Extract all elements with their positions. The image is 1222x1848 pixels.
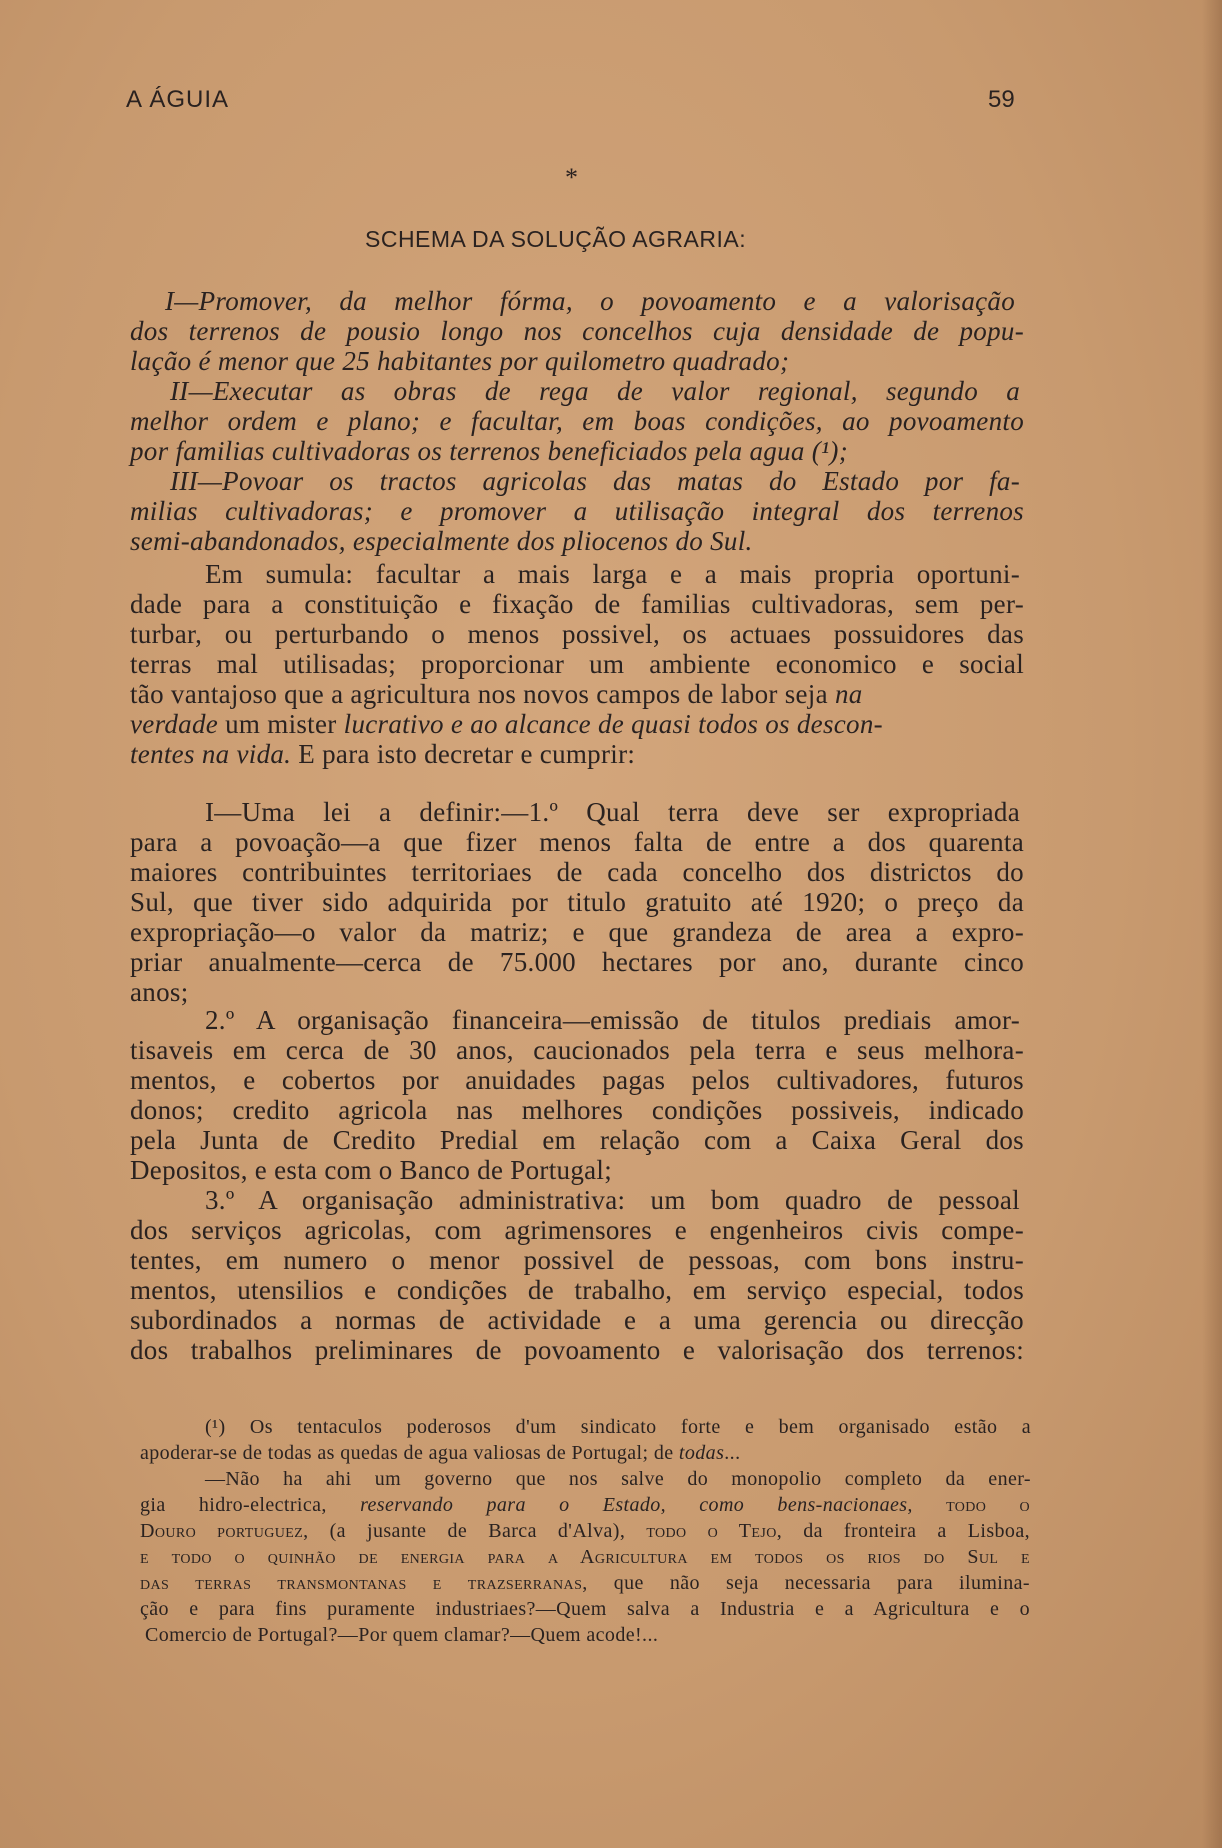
footnote-text: (a jusante de Barca d'Alva), — [329, 1520, 626, 1542]
schema-line: II—Executar as obras de rega de valor regional, segundo a — [170, 376, 1020, 406]
footnote-line: Comercio de Portugal?—Por quem clamar?—Quem acode!... — [145, 1624, 659, 1646]
running-title: A ÁGUIA — [126, 86, 230, 113]
schema-line: lação é menor que 25 habitantes por quilometro quadrado; — [130, 346, 790, 376]
footnote-smallcaps: das terras transmontanas e trazserranas, — [140, 1572, 588, 1594]
schema-line: milias cultivadoras; e promover a utilisação integral dos terrenos — [130, 496, 1024, 526]
footnote-line — [140, 1518, 1030, 1544]
law-line: Sul, que tiver sido adquirida por titulo gratuito até 1920; o preço da — [130, 887, 1024, 917]
law-line: subordinados a normas de actividade e a uma gerencia ou direcção — [130, 1305, 1024, 1335]
footnote-text: apoderar-se de todas as quedas de agua valiosas de Portugal; de — [140, 1442, 674, 1464]
summary-line — [130, 679, 1024, 709]
summary-line — [130, 739, 1024, 769]
footnote-smallcaps: todo o — [946, 1494, 1031, 1516]
law-line: maiores contribuintes territoriaes de cada concelho dos districtos do — [130, 857, 1024, 887]
footnote-smallcaps: todo o Tejo, — [646, 1520, 783, 1542]
footnote-line — [140, 1570, 1030, 1596]
footnote-text: da fronteira a Lisboa, — [803, 1520, 1030, 1542]
footnote-line: —Não ha ahi um governo que nos salve do monopolio completo da ener- — [205, 1468, 1031, 1490]
schema-line: I—Promover, da melhor fórma, o povoamento e a valorisação — [165, 286, 1015, 316]
law-line: priar anualmente—cerca de 75.000 hectares por ano, durante cinco — [130, 947, 1024, 977]
law-line: mentos, utensilios e condições de trabalho, em serviço especial, todos — [130, 1275, 1024, 1305]
footnote-text: que não seja necessaria para ilumina- — [613, 1572, 1030, 1594]
footnote-line: ção e para fins puramente industriaes?—Quem salva a Industria e a Agricultura e o — [140, 1598, 1030, 1620]
footnote-line: e todo o quinhão de energia para a Agricultura em todos os rios do Sul e — [140, 1546, 1030, 1568]
summary-line — [130, 709, 1024, 739]
law-line: tisaveis em cerca de 30 anos, caucionados pela terra e seus melhora- — [130, 1035, 1024, 1065]
schema-line: dos terrenos de pousio longo nos concelhos cuja densidade de popu- — [130, 316, 1024, 346]
summary-line: terras mal utilisadas; proporcionar um ambiente economico e social — [130, 649, 1024, 679]
law-line: pela Junta de Credito Predial em relação com a Caixa Geral dos — [130, 1125, 1024, 1155]
footnote-line — [140, 1492, 1030, 1518]
law-line: dos trabalhos preliminares de povoamento e valorisação dos terrenos: — [130, 1335, 1024, 1365]
law-line: I—Uma lei a definir:—1.º Qual terra deve ser expropriada — [205, 797, 1020, 827]
footnote-line — [140, 1440, 1030, 1466]
summary-line: turbar, ou perturbando o menos possivel, os actuaes possuidores das — [130, 619, 1024, 649]
summary-line: Em sumula: facultar a mais larga e a mais propria oportuni- — [205, 559, 1020, 589]
law-line: para a povoação—a que fizer menos falta de entre a dos quarenta — [130, 827, 1024, 857]
page-number: 59 — [988, 86, 1015, 113]
section-asterisk: * — [565, 163, 578, 192]
summary-emphasis: na — [834, 679, 863, 709]
summary-text: E para isto decretar e cumprir: — [298, 739, 636, 769]
law-line: anos; — [130, 977, 189, 1007]
section-title: SCHEMA DA SOLUÇÃO AGRARIA: — [365, 226, 747, 252]
schema-line: semi-abandonados, especialmente dos pliocenos do Sul. — [130, 526, 753, 556]
law-line: dos serviços agricolas, com agrimensores e engenheiros civis compe- — [130, 1215, 1024, 1245]
footnote-emphasis: todas — [678, 1442, 725, 1464]
footnote-smallcaps: Douro portuguez, — [140, 1520, 309, 1542]
summary-emphasis: lucrativo e ao alcance de quasi todos os descon- — [343, 709, 883, 739]
summary-emphasis: tentes na vida. — [130, 739, 292, 769]
law-line: tentes, em numero o menor possivel de pessoas, com bons instru- — [130, 1245, 1024, 1275]
page-edge-shadow — [1202, 0, 1222, 1848]
law-line: Depositos, e esta com o Banco de Portugal; — [130, 1155, 613, 1185]
summary-emphasis: verdade — [130, 709, 219, 739]
footnote-text: gia hidro-electrica, — [140, 1494, 327, 1516]
schema-line: por familias cultivadoras os terrenos beneficiados pela agua (¹); — [130, 436, 849, 466]
law-line: expropriação—o valor da matriz; e que grandeza de area a expro- — [130, 917, 1024, 947]
summary-text: tão vantajoso que a agricultura nos novos campos de labor seja — [130, 679, 828, 709]
summary-text: um mister — [225, 709, 337, 739]
footnote-text: ... — [724, 1442, 741, 1464]
schema-line: melhor ordem e plano; e facultar, em boas condições, ao povoamento — [130, 406, 1024, 436]
law-line: donos; credito agricola nas melhores condições possiveis, indicado — [130, 1095, 1024, 1125]
law-line: 3.º A organisação administrativa: um bom quadro de pessoal — [205, 1185, 1020, 1215]
law-line: 2.º A organisação financeira—emissão de titulos prediais amor- — [205, 1005, 1020, 1035]
footnote-emphasis: reservando para o Estado, como bens-nacionaes, — [360, 1494, 913, 1516]
law-line: mentos, e cobertos por anuidades pagas pelos cultivadores, futuros — [130, 1065, 1024, 1095]
schema-line: III—Povoar os tractos agricolas das matas do Estado por fa- — [170, 466, 1020, 496]
footnote-line: (¹) Os tentaculos poderosos d'um sindicato forte e bem organisado estão a — [205, 1416, 1031, 1438]
summary-line: dade para a constituição e fixação de familias cultivadoras, sem per- — [130, 589, 1024, 619]
